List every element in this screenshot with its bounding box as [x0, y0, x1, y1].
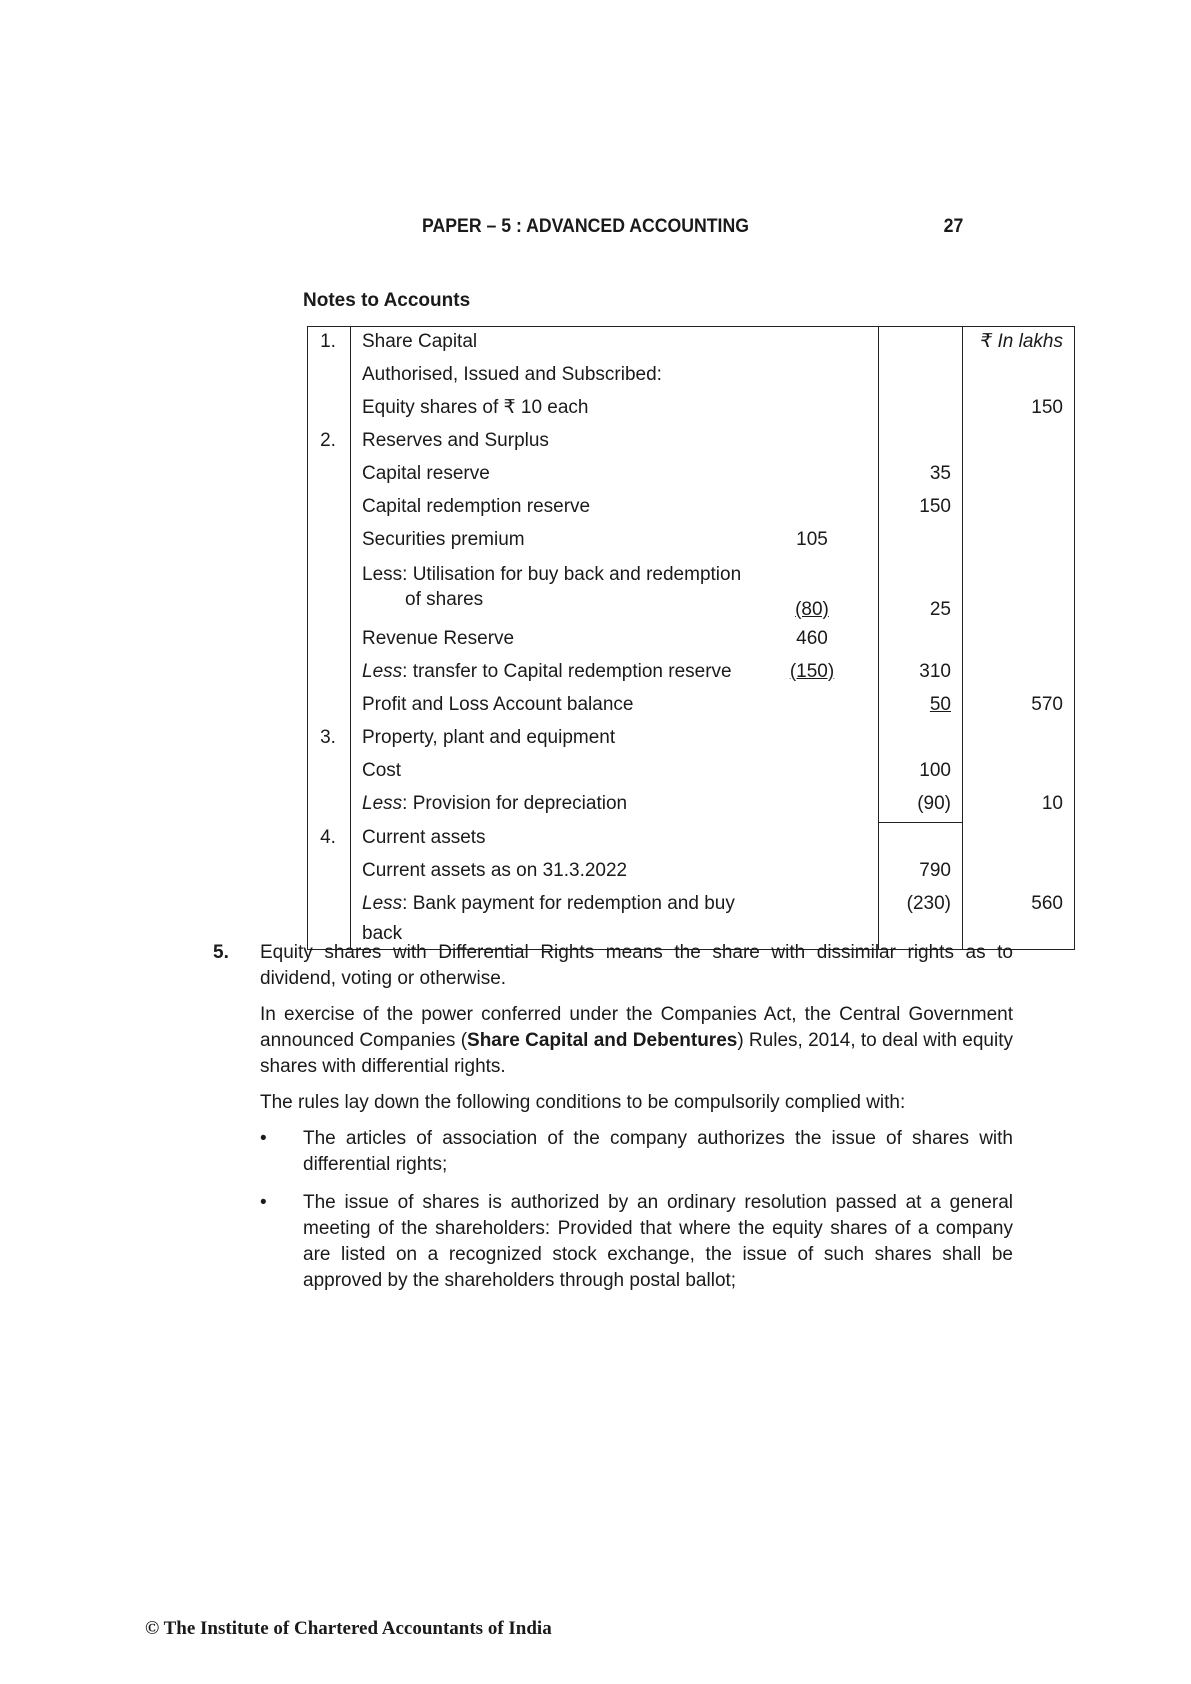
bullet-icon: •: [260, 1192, 267, 1213]
note-description: Capital reserve: [351, 459, 771, 492]
amount-col2: 310: [879, 657, 963, 690]
amount-col2: [879, 327, 963, 361]
desc-line2: of shares: [405, 589, 484, 610]
amount-col3: 560: [963, 889, 1075, 950]
footer-copyright: © The Institute of Chartered Accountants of India: [145, 1618, 552, 1639]
section-body: [260, 940, 1013, 1306]
list-item-text: The issue of shares is authorized by an ordinary resolution passed at a general meeting of the shareholders: Provided that where the equity shares of a company are listed on a recognized stock exchange, the issue of such shares shall be approved by the shareholders through postal ballot;: [303, 1192, 1013, 1291]
note-description: [351, 558, 771, 624]
table-row: [308, 426, 1075, 459]
note-description: [351, 657, 771, 690]
table-row: [308, 558, 1075, 624]
table-row: [308, 459, 1075, 492]
note-description: Equity shares of ₹ 10 each: [351, 393, 771, 426]
amount-col3: 150: [963, 393, 1075, 426]
amount-col2: 150: [879, 492, 963, 525]
note-description: Reserves and Surplus: [351, 426, 771, 459]
table-row: [308, 856, 1075, 889]
note-number: 3.: [308, 723, 351, 756]
note-description: Securities premium: [351, 525, 771, 558]
list-item: [260, 1126, 1013, 1178]
table-row: [308, 723, 1075, 756]
less-label: Less: [362, 893, 403, 914]
note-number: 4.: [308, 823, 351, 857]
note-description: Cost: [351, 756, 771, 789]
amount-col2: 790: [879, 856, 963, 889]
desc-rest: : Provision for depreciation: [402, 793, 628, 814]
note-description: Share Capital: [351, 327, 771, 361]
list-item: [260, 1190, 1013, 1294]
amount-col2: 50: [929, 694, 951, 715]
amount-col1: 460: [796, 628, 828, 649]
amount-col2: 100: [879, 756, 963, 789]
desc-rest: : Bank payment for redemption and buy back: [362, 893, 735, 944]
unit-label: ₹ In lakhs: [963, 327, 1075, 361]
note-number: 1.: [308, 327, 351, 361]
page-number: 27: [943, 216, 964, 237]
paragraph-text: In exercise of the power conferred under the Companies Act, the Central Government announced Companies (: [260, 1004, 1013, 1051]
table-row: [308, 690, 1075, 723]
notes-table: [307, 326, 1075, 950]
table-row: [308, 360, 1075, 393]
desc-line1: Less: Utilisation for buy back and redemption: [362, 564, 742, 585]
less-label: Less: [362, 793, 403, 814]
amount-col2: (230): [879, 889, 963, 950]
table-row: [308, 624, 1075, 657]
table-row: [308, 756, 1075, 789]
amount-col1: 105: [796, 529, 828, 550]
list-item-text: The articles of association of the company authorizes the issue of shares with differential rights;: [303, 1128, 1013, 1175]
note-description: Revenue Reserve: [351, 624, 771, 657]
note-description: Current assets: [351, 823, 771, 857]
amount-col1: [770, 327, 879, 361]
note-description: Profit and Loss Account balance: [351, 690, 771, 723]
desc-rest: : transfer to Capital redemption reserve: [402, 661, 732, 682]
note-description: Capital redemption reserve: [351, 492, 771, 525]
notes-heading: Notes to Accounts: [303, 290, 471, 311]
note-description: [351, 789, 771, 823]
amount-col2: 35: [879, 459, 963, 492]
paragraph: Equity shares with Differential Rights means the share with dissimilar rights as to dividend, voting or otherwise.: [260, 942, 1013, 989]
paper-title: PAPER – 5 : ADVANCED ACCOUNTING: [422, 216, 749, 237]
page-header: [303, 216, 963, 242]
paragraph: The rules lay down the following conditions to be compulsorily complied with:: [260, 1092, 906, 1113]
table-row: [308, 823, 1075, 857]
note-description: Property, plant and equipment: [351, 723, 771, 756]
amount-col2: (90): [879, 789, 963, 823]
amount-col3: 10: [963, 789, 1075, 823]
paragraph: [260, 1002, 1013, 1080]
bullet-icon: •: [260, 1128, 267, 1149]
section-number: 5.: [213, 942, 229, 963]
amount-col1: (80): [795, 599, 829, 620]
table-row: [308, 789, 1075, 823]
amount-col1: (150): [789, 661, 835, 682]
amount-col3: 570: [963, 690, 1075, 723]
paragraph-text: ) Rules, 2014, to deal with equity shares with differential rights.: [260, 1030, 1013, 1077]
table-row: [308, 525, 1075, 558]
table-row: [308, 492, 1075, 525]
amount-col2: 25: [879, 558, 963, 624]
note-description: Authorised, Issued and Subscribed:: [351, 360, 771, 393]
note-description: Current assets as on 31.3.2022: [351, 856, 771, 889]
less-label: Less: [362, 661, 403, 682]
table-row: [308, 657, 1075, 690]
bold-term: Share Capital and Debentures: [467, 1030, 738, 1051]
note-number: 2.: [308, 426, 351, 459]
table-row: [308, 393, 1075, 426]
table-row: [308, 327, 1075, 361]
